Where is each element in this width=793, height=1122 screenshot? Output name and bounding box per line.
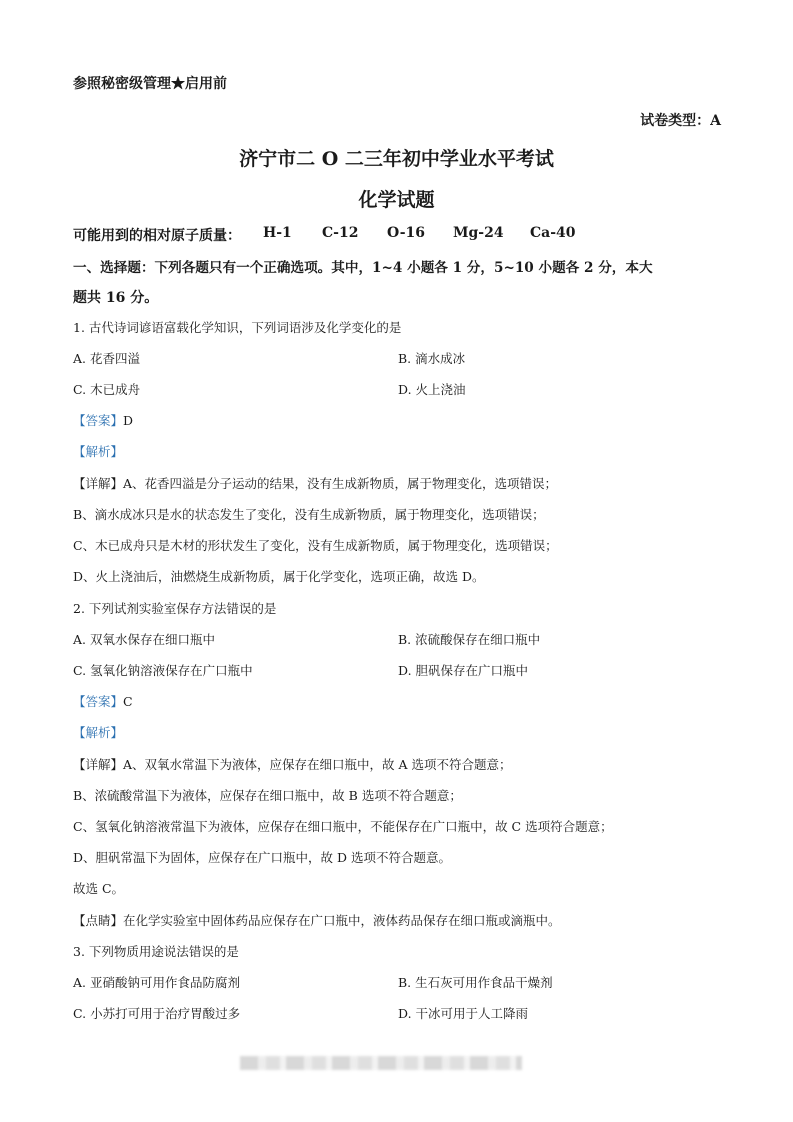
q1-answer-tag: 【答案】 <box>73 413 124 428</box>
q1-stem: 1. 古代诗词谚语富载化学知识，下列词语涉及化学变化的是 <box>73 320 402 335</box>
q2-note-tag: 【点睛】 <box>73 913 124 928</box>
q1-detail-tag: 【详解】 <box>73 476 124 491</box>
q1-option-b: B. 滴水成冰 <box>398 351 466 366</box>
atomic-mass-mg: Mg-24 <box>453 225 504 241</box>
exam-title: 济宁市二 O 二三年初中学业水平考试 <box>239 148 554 170</box>
q2-conclusion: 故选 C。 <box>73 881 125 896</box>
atomic-mass-label: 可能用到的相对原子质量： <box>73 228 241 244</box>
q1-detail-c: C、木已成舟只是木材的形状发生了变化，没有生成新物质，属于物理变化，选项错误； <box>73 538 558 553</box>
q2-option-c: C. 氢氧化钠溶液保存在广口瓶中 <box>73 663 253 678</box>
q3-option-a: A. 亚硝酸钠可用作食品防腐剂 <box>73 975 240 990</box>
q2-analysis-tag: 【解析】 <box>73 725 124 740</box>
q1-answer <box>73 411 133 429</box>
q1-detail-b: B、滴水成冰只是水的状态发生了变化，没有生成新物质，属于物理变化，选项错误； <box>73 507 545 522</box>
q3-option-b: B. 生石灰可用作食品干燥剂 <box>398 975 553 990</box>
q1-analysis-tag: 【解析】 <box>73 444 124 459</box>
q1-option-c: C. 木已成舟 <box>73 382 141 397</box>
section-heading-line1: 一、选择题：下列各题只有一个正确选项。其中，1~4 小题各 1 分，5~10 小题各 2 分，本大 <box>73 260 653 276</box>
q2-option-d: D. 胆矾保存在广口瓶中 <box>398 663 529 678</box>
atomic-mass-h: H-1 <box>263 225 292 241</box>
q2-detail-d: D、胆矾常温下为固体，应保存在广口瓶中，故 D 选项不符合题意。 <box>73 850 451 865</box>
blurred-watermark <box>240 1056 522 1070</box>
q2-detail-line1 <box>73 755 512 773</box>
q2-option-b: B. 浓硫酸保存在细口瓶中 <box>398 632 541 647</box>
q1-option-a: A. 花香四溢 <box>73 351 140 366</box>
q1-answer-value: D <box>123 413 134 428</box>
q2-stem: 2. 下列试剂实验室保存方法错误的是 <box>73 601 277 616</box>
q2-answer <box>73 692 133 710</box>
q2-detail-c: C、氢氧化钠溶液常温下为液体，应保存在细口瓶中，不能保存在广口瓶中，故 C 选项符合题意； <box>73 819 613 834</box>
q2-answer-tag: 【答案】 <box>73 694 124 709</box>
q3-option-c: C. 小苏打可用于治疗胃酸过多 <box>73 1006 241 1021</box>
atomic-mass-o: O-16 <box>387 225 426 241</box>
atomic-mass-line <box>73 225 241 245</box>
q2-note <box>73 911 561 929</box>
q3-option-d: D. 干冰可用于人工降雨 <box>398 1006 529 1021</box>
q3-stem: 3. 下列物质用途说法错误的是 <box>73 944 239 959</box>
paper-type: 试卷类型：A <box>640 113 721 129</box>
q2-detail-a: A、双氧水常温下为液体，应保存在细口瓶中，故 A 选项不符合题意； <box>123 757 512 772</box>
atomic-mass-c: C-12 <box>322 225 359 241</box>
q2-option-a: A. 双氧水保存在细口瓶中 <box>73 632 215 647</box>
subject-title: 化学试题 <box>358 189 435 211</box>
q2-detail-b: B、浓硫酸常温下为液体，应保存在细口瓶中，故 B 选项不符合题意； <box>73 788 462 803</box>
q1-option-d: D. 火上浇油 <box>398 382 466 397</box>
q2-answer-value: C <box>123 694 133 709</box>
q2-detail-tag: 【详解】 <box>73 757 124 772</box>
q2-note-text: 在化学实验室中固体药品应保存在广口瓶中，液体药品保存在细口瓶或滴瓶中。 <box>123 913 561 928</box>
atomic-mass-ca: Ca-40 <box>530 225 576 241</box>
q1-detail-line1 <box>73 474 557 492</box>
section-heading-line2: 题共 16 分。 <box>73 290 159 306</box>
q1-detail-a: A、花香四溢是分子运动的结果，没有生成新物质，属于物理变化，选项错误； <box>123 476 558 491</box>
secrecy-label: 参照秘密级管理★启用前 <box>73 76 227 92</box>
q1-detail-d: D、火上浇油后，油燃烧生成新物质，属于化学变化，选项正确，故选 D。 <box>73 569 485 584</box>
